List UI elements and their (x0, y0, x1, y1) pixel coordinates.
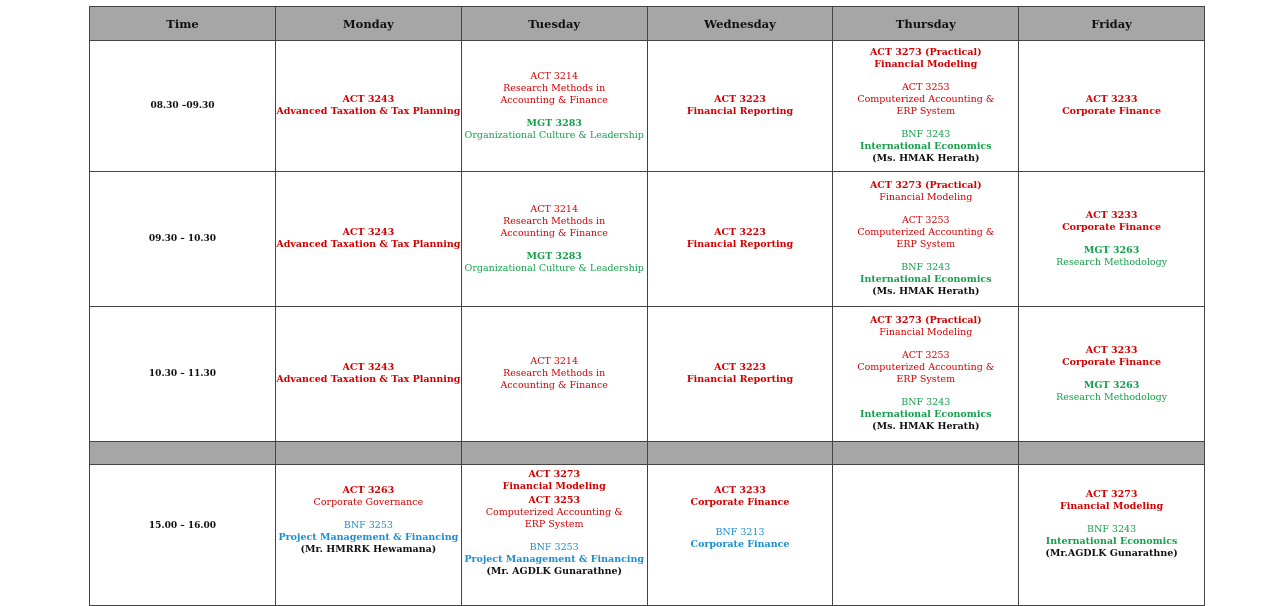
class-entry (276, 362, 461, 386)
course-name: Project Management & Financing (278, 532, 459, 543)
course-name: Financial Modeling (874, 59, 978, 70)
course-name: Research Methods in Accounting & Finance (500, 82, 608, 106)
time-slot-label: 15.00 – 16.00 (148, 521, 217, 531)
course-name: Corporate Governance (313, 497, 424, 508)
course-code: BNF 3243 (901, 262, 951, 273)
course-name: Research Methodology (1056, 256, 1168, 268)
cell-wednesday (647, 307, 833, 442)
class-entry (479, 495, 629, 531)
class-entry (1019, 210, 1204, 234)
cell-tuesday (461, 465, 647, 606)
course-code: ACT 3214 (530, 356, 579, 367)
class-entry (462, 118, 647, 142)
course-name: Computerized Accounting & ERP System (857, 362, 995, 385)
class-entry (1019, 489, 1204, 513)
cell-wednesday (647, 41, 833, 172)
cell-monday (276, 41, 462, 172)
class-entry (1019, 94, 1204, 118)
cell-wednesday (647, 465, 833, 606)
course-code: ACT 3273 (Practical) (869, 180, 982, 191)
course-name: Research Methods in Accounting & Finance (500, 215, 608, 239)
class-entry (462, 251, 647, 275)
course-code: BNF 3243 (1087, 524, 1137, 535)
course-code: MGT 3263 (1083, 244, 1140, 256)
lecturer-name: (Mr. HMRRK Hewamana) (300, 544, 437, 555)
class-entry (1019, 524, 1204, 560)
cell-monday (276, 172, 462, 307)
class-entry (833, 180, 1018, 204)
course-code: BNF 3243 (901, 397, 951, 408)
course-name: International Economics (860, 274, 992, 285)
course-code: ACT 3233 (1085, 344, 1138, 356)
course-code: ACT 3263 (342, 485, 395, 496)
class-entry (648, 94, 833, 118)
course-code: ACT 3243 (342, 362, 395, 373)
class-entry (833, 262, 1018, 298)
cell-friday (1019, 307, 1205, 442)
course-name: Financial Modeling (879, 192, 973, 203)
course-code: ACT 3253 (528, 495, 581, 506)
course-name: Corporate Finance (1062, 356, 1162, 368)
class-entry (833, 129, 1018, 165)
class-entry (276, 227, 461, 251)
course-name: Financial Modeling (502, 481, 606, 492)
table-row (90, 41, 1205, 172)
class-entry (851, 82, 1001, 118)
header-monday: Monday (276, 7, 462, 41)
cell-thursday (833, 307, 1019, 442)
time-slot: 08.30 –09.30 (90, 41, 276, 172)
course-name: Financial Modeling (879, 327, 973, 338)
class-entry (833, 47, 1018, 71)
course-code: MGT 3283 (526, 250, 582, 262)
course-name: Corporate Finance (690, 539, 790, 550)
timetable (89, 6, 1205, 606)
course-code: ACT 3233 (1085, 209, 1138, 221)
course-code: ACT 3253 (901, 350, 950, 361)
course-name: Research Methodology (1056, 391, 1168, 403)
cell-content (648, 465, 833, 551)
table-row (90, 307, 1205, 442)
course-name: Organizational Culture & Leadership (464, 129, 644, 141)
table-row (90, 465, 1205, 606)
course-code: ACT 3214 (530, 203, 579, 215)
class-entry (1019, 245, 1204, 269)
course-code: ACT 3223 (714, 94, 766, 105)
header-thursday: Thursday (833, 7, 1019, 41)
cell-tuesday (461, 41, 647, 172)
course-name: Computerized Accounting & ERP System (485, 507, 623, 530)
class-entry (833, 397, 1018, 433)
lecturer-name: (Ms. HMAK Herath) (872, 286, 980, 297)
time-slot: 09.30 – 10.30 (90, 172, 276, 307)
break-cell (90, 442, 276, 465)
course-code: ACT 3233 (714, 485, 766, 496)
cell-content (276, 465, 461, 556)
cell-monday (276, 465, 462, 606)
class-entry (648, 527, 833, 551)
cell-tuesday (461, 307, 647, 442)
lecturer-name: (Mr.AGDLK Gunarathne) (1045, 548, 1178, 559)
cell-wednesday (647, 172, 833, 307)
cell-thursday (833, 465, 1019, 606)
class-entry (833, 315, 1018, 339)
course-code: ACT 3223 (714, 227, 766, 238)
header-row (90, 7, 1205, 41)
cell-thursday (833, 172, 1019, 307)
lecturer-name: (Mr. AGDLK Gunarathne) (486, 566, 623, 577)
lecturer-name: (Ms. HMAK Herath) (872, 153, 980, 164)
header-time: Time (90, 7, 276, 41)
course-code: ACT 3273 (1085, 489, 1138, 500)
class-entry (276, 485, 461, 509)
course-code: ACT 3273 (528, 469, 581, 480)
course-code: ACT 3243 (342, 227, 395, 238)
course-code: ACT 3273 (Practical) (869, 47, 982, 58)
course-code: BNF 3253 (529, 542, 579, 553)
course-name: Advanced Taxation & Tax Planning (276, 374, 461, 385)
course-code: ACT 3214 (530, 70, 579, 82)
header-wednesday: Wednesday (647, 7, 833, 41)
course-name: Advanced Taxation & Tax Planning (276, 106, 461, 117)
time-slot: 10.30 – 11.30 (90, 307, 276, 442)
class-entry (479, 204, 629, 240)
break-cell (276, 442, 462, 465)
cell-friday (1019, 41, 1205, 172)
course-code: BNF 3213 (715, 527, 765, 538)
course-name: Computerized Accounting & ERP System (857, 227, 995, 250)
course-name: Project Management & Financing (464, 554, 645, 565)
course-name: Financial Reporting (686, 106, 794, 117)
course-code: MGT 3283 (526, 117, 582, 129)
class-entry (276, 520, 461, 556)
course-name: Advanced Taxation & Tax Planning (276, 239, 461, 250)
course-name: Financial Reporting (686, 374, 794, 385)
class-entry (1019, 380, 1204, 404)
class-entry (479, 71, 629, 107)
class-entry (851, 350, 1001, 386)
class-entry (462, 542, 647, 578)
class-entry (851, 215, 1001, 251)
course-name: Corporate Finance (1062, 106, 1162, 117)
course-code: ACT 3273 (Practical) (869, 315, 982, 326)
cell-thursday (833, 41, 1019, 172)
course-name: International Economics (860, 409, 992, 420)
course-code: ACT 3223 (714, 362, 766, 373)
break-cell (647, 442, 833, 465)
course-name: Computerized Accounting & ERP System (857, 94, 995, 117)
course-name: Financial Reporting (686, 239, 794, 250)
time-slot (90, 465, 276, 606)
course-name: Corporate Finance (690, 497, 790, 508)
course-code: MGT 3263 (1083, 379, 1140, 391)
course-code: BNF 3243 (901, 129, 951, 140)
course-name: Corporate Finance (1062, 221, 1162, 233)
class-entry (648, 485, 833, 509)
class-entry (276, 94, 461, 118)
cell-tuesday (461, 172, 647, 307)
class-entry (1019, 345, 1204, 369)
cell-content (1019, 465, 1204, 560)
course-name: International Economics (1045, 536, 1178, 547)
class-entry (648, 227, 833, 251)
course-name: Financial Modeling (1060, 501, 1164, 512)
course-code: ACT 3253 (901, 215, 950, 226)
course-name: International Economics (860, 141, 992, 152)
cell-friday (1019, 172, 1205, 307)
cell-friday (1019, 465, 1205, 606)
course-name: Organizational Culture & Leadership (464, 262, 644, 274)
course-code: ACT 3243 (342, 94, 395, 105)
break-cell (1019, 442, 1205, 465)
class-entry (648, 362, 833, 386)
course-code: ACT 3233 (1085, 94, 1138, 105)
lecturer-name: (Ms. HMAK Herath) (872, 421, 980, 432)
course-name: Research Methods in Accounting & Finance (500, 368, 608, 391)
break-row (90, 442, 1205, 465)
header-tuesday: Tuesday (461, 7, 647, 41)
course-code: BNF 3253 (343, 520, 393, 531)
course-code: ACT 3253 (901, 82, 950, 93)
cell-content (462, 465, 647, 578)
header-friday: Friday (1019, 7, 1205, 41)
cell-monday (276, 307, 462, 442)
table-row (90, 172, 1205, 307)
break-cell (833, 442, 1019, 465)
class-entry (479, 356, 629, 392)
break-cell (461, 442, 647, 465)
class-entry (462, 469, 647, 493)
